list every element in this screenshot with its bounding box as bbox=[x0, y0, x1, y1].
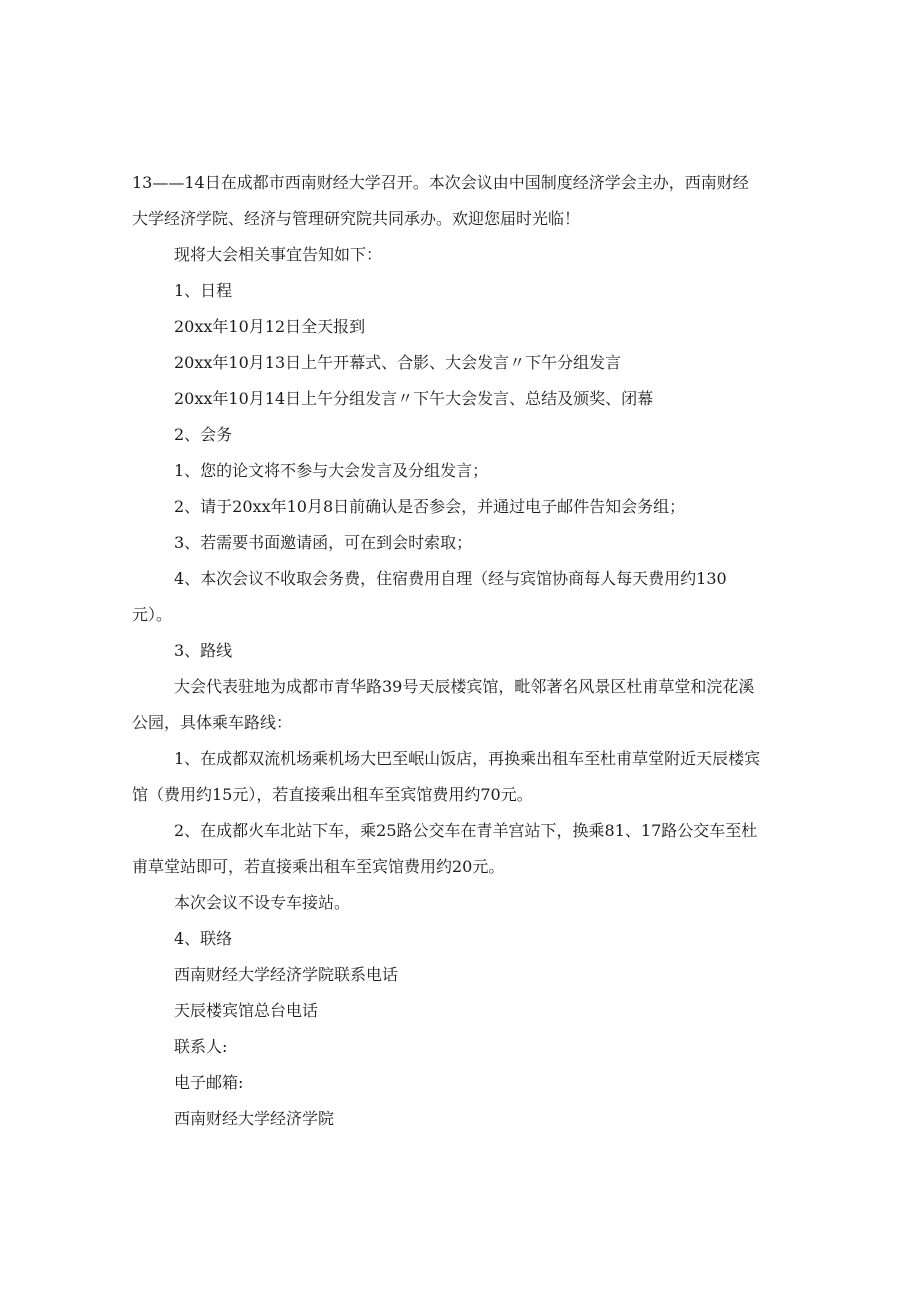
intro-line-2: 大学经济学院、经济与管理研究院共同承办。欢迎您届时光临！ bbox=[132, 209, 581, 228]
route-note: 本次会议不设专车接站。 bbox=[174, 893, 351, 912]
affairs-item: 3、若需要书面邀请函，可在到会时索取； bbox=[174, 533, 473, 552]
route-desc-line-2: 公园，具体乘车路线： bbox=[132, 713, 293, 732]
contact-item: 天辰楼宾馆总台电话 bbox=[174, 1001, 319, 1020]
route-heading: 3、路线 bbox=[174, 641, 233, 660]
schedule-item: 20xx年10月12日全天报到 bbox=[174, 317, 366, 336]
intro-line-1: 13——14日在成都市西南财经大学召开。本次会议由中国制度经济学会主办，西南财经 bbox=[132, 173, 749, 192]
route-item-1-line-1: 1、在成都双流机场乘机场大巴至岷山饭店，再换乘出租车至杜甫草堂附近天辰楼宾 bbox=[174, 749, 761, 768]
route-item-2-line-1: 2、在成都火车北站下车，乘25路公交车在青羊宫站下，换乘81、17路公交车至杜 bbox=[174, 821, 758, 840]
notice-text: 现将大会相关事宜告知如下： bbox=[174, 245, 383, 264]
affairs-heading: 2、会务 bbox=[174, 425, 233, 444]
route-item-1-line-2: 馆（费用约15元），若直接乘出租车至宾馆费用约70元。 bbox=[132, 785, 533, 804]
affairs-item-4-line-2: 元）。 bbox=[132, 605, 173, 624]
route-desc-line-1: 大会代表驻地为成都市青华路39号天辰楼宾馆，毗邻著名风景区杜甫草堂和浣花溪 bbox=[174, 677, 755, 696]
schedule-item: 20xx年10月14日上午分组发言〃下午大会发言、总结及颁奖、闭幕 bbox=[174, 389, 654, 408]
affairs-item: 1、您的论文将不参与大会发言及分组发言； bbox=[174, 461, 489, 480]
contact-item: 联系人: bbox=[174, 1037, 228, 1056]
affairs-item: 2、请于20xx年10月8日前确认是否参会，并通过电子邮件告知会务组； bbox=[174, 497, 686, 516]
affairs-item-4-line-1: 4、本次会议不收取会务费，住宿费用自理（经与宾馆协商每人每天费用约130 bbox=[174, 569, 727, 588]
contact-item: 西南财经大学经济学院联系电话 bbox=[174, 965, 399, 984]
document-body bbox=[132, 165, 788, 1137]
contact-heading: 4、联络 bbox=[174, 929, 233, 948]
contact-item: 电子邮箱: bbox=[174, 1073, 244, 1092]
contact-item: 西南财经大学经济学院 bbox=[174, 1109, 335, 1128]
schedule-heading: 1、日程 bbox=[174, 281, 233, 300]
schedule-item: 20xx年10月13日上午开幕式、合影、大会发言〃下午分组发言 bbox=[174, 353, 622, 372]
route-item-2-line-2: 甫草堂站即可，若直接乘出租车至宾馆费用约20元。 bbox=[132, 857, 505, 876]
